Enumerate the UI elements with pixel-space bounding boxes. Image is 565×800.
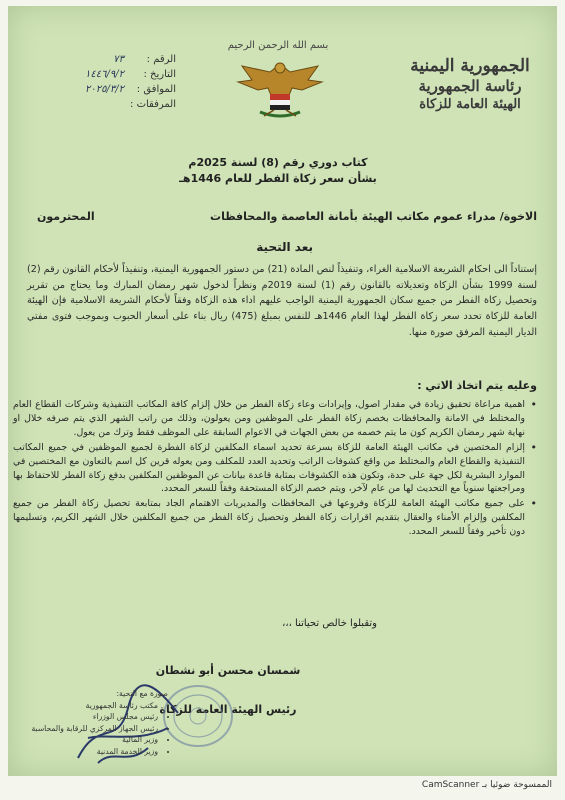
meta-corresponding-value: ٢٠٢٥/٣/٢ <box>85 84 124 95</box>
meta-attachments <box>16 99 176 114</box>
decided-heading: وعليه يتم اتخاذ الاتي : <box>417 379 537 392</box>
letterhead-authority: الهيئة العامة للزكاة <box>419 97 521 112</box>
cc-list <box>18 689 168 757</box>
document-title-line1: كتاب دوري رقم (8) لسنة 2025م <box>188 156 368 169</box>
list-item: • رئيس مجلس الوزراء <box>18 711 158 722</box>
meta-date <box>16 69 176 84</box>
meta-ref-label: الرقم : <box>146 54 176 65</box>
document-page <box>8 6 557 776</box>
addressee-honorific: المحترمون <box>37 210 95 223</box>
meta-ref <box>16 54 176 69</box>
list-item: • على جميع مكاتب الهيئة العامة للزكاة وفروعها في المحافظات والمديريات الاهتمام الجاد بمتابعة تحصيل زكاة الفطر من جميع المكلفين وإلزام الأمناء والعقال بتقديم اقرارات زكاة الفطر وتحصيل زكاة الفطر من جميع المكلفين خلال الشهر الكريم، وتسليمها دون تأخير وفقاً للسعر المحدد. <box>13 497 525 539</box>
letterhead-country: الجمهورية اليمنية <box>410 56 530 76</box>
list-item: • وزير المالية <box>18 734 158 745</box>
list-item: • إلزام المختصين في مكاتب الهيئة العامة للزكاة بسرعة تحديد اسماء المكلفين لزكاة الفطرة لجميع الموظفين في جميع المكاتب التنفيذية والقطاع العام والمختلط من واقع كشوفات الراتب وتحديد العدد للمكلف ومن يعوله قرين كل اسم بالتعاون مع المختصين في الموارد البشرية لكل جهة على حدة، وتكون هذه الكشوفات بمثابة قاعدة بيانات عن الموظفين المكلفين بدفع زكاة الفطر للاحتفاظ بها ومراجعتها سنوياً مع التحديث لها من عام لآخر، ويتم خصم الزكاة المستحقة وفقاً للسعر المحدد. <box>13 441 525 497</box>
cc-heading: صورة مع التحية: <box>116 689 168 698</box>
meta-corresponding-label: الموافق : <box>136 84 176 95</box>
meta-ref-value: ٧٣ <box>113 54 124 65</box>
closing: وتقبلوا خالص تحياتنا ،،، <box>282 618 377 629</box>
meta-date-value: ١٤٤٦/٩/٢ <box>85 69 124 80</box>
meta-attachments-label: المرفقات : <box>130 99 176 110</box>
document-meta <box>16 54 176 114</box>
meta-date-label: التاريخ : <box>143 69 176 80</box>
decision-list <box>13 398 539 540</box>
intro-paragraph: إستناداً الى احكام الشريعة الاسلامية الغراء، وتنفيذاً لنص المادة (21) من دستور الجمهورية اليمنية، وتنفيذاً لأحكام القانون رقم (2) لسنة 1999 بشأن الزكاة وتعديلاته بالقانون رقم (1) لسنة 2019م ونظراً لدخول شهر رمضان المبارك وما يحتاج من تقرير وتحصيل زكاة الفطر من جميع سكان الجمهورية اليمنية الواجب عليهم اداء هذه الزكاة وفقاً لأحكام الشريعة الاسلامية فإن الهيئة العامة للزكاة تحدد سعر زكاة الفطر لهذا العام 1446هـ للنفس بمبلغ (475) ريال بناء على أسعار الحبوب وبموجب فتوى مفتي الديار اليمنية المرفق صورة منها. <box>27 264 537 338</box>
letterhead <box>395 56 545 114</box>
list-item: • مكتب رئاسة الجمهورية <box>18 700 158 711</box>
list-item: • اهمية مراعاة تحقيق زيادة في مقدار اصول، وإيرادات وعاء زكاة الفطر من خلال إلزام كافة المكاتب التنفيذية وشركات القطاع العام والمختلط في الامانة والمحافظات بخصم زكاة الفطر على الموظفين ومن يعولون، وذلك من راتب الشهر الذي يتم صرفه خلال او نهاية شهر رمضان الكريم كون ما يتم خصمه من بعض الجهات في الاعوام السابقة على الموظف فقط وترك من يعول. <box>13 398 525 440</box>
list-item: • رئيس الجهاز المركزي للرقابة والمحاسبة <box>18 723 158 734</box>
addressee-to: الاخوة/ مدراء عموم مكاتب الهيئة بأمانة العاصمة والمحافظات <box>210 210 537 223</box>
basmala: بسم الله الرحمن الرحيم <box>227 40 329 51</box>
signatory-name: شمسان محسن أبو نشطان <box>155 664 301 677</box>
scanner-footer: الممسوحة ضوئيا بـ CamScanner <box>421 780 552 790</box>
addressee <box>37 210 537 223</box>
document-title-line2: بشأن سعر زكاة الفطر للعام 1446هـ <box>179 172 377 185</box>
letterhead-presidency: رئاسة الجمهورية <box>418 77 522 95</box>
list-item: • وزير الخدمة المدنية <box>18 746 158 757</box>
greeting: بعد التحية <box>256 240 313 254</box>
meta-corresponding <box>16 84 176 99</box>
yemen-eagle-emblem-icon <box>230 58 330 126</box>
signatory-title: رئيس الهيئة العامة للزكاة <box>159 703 297 716</box>
